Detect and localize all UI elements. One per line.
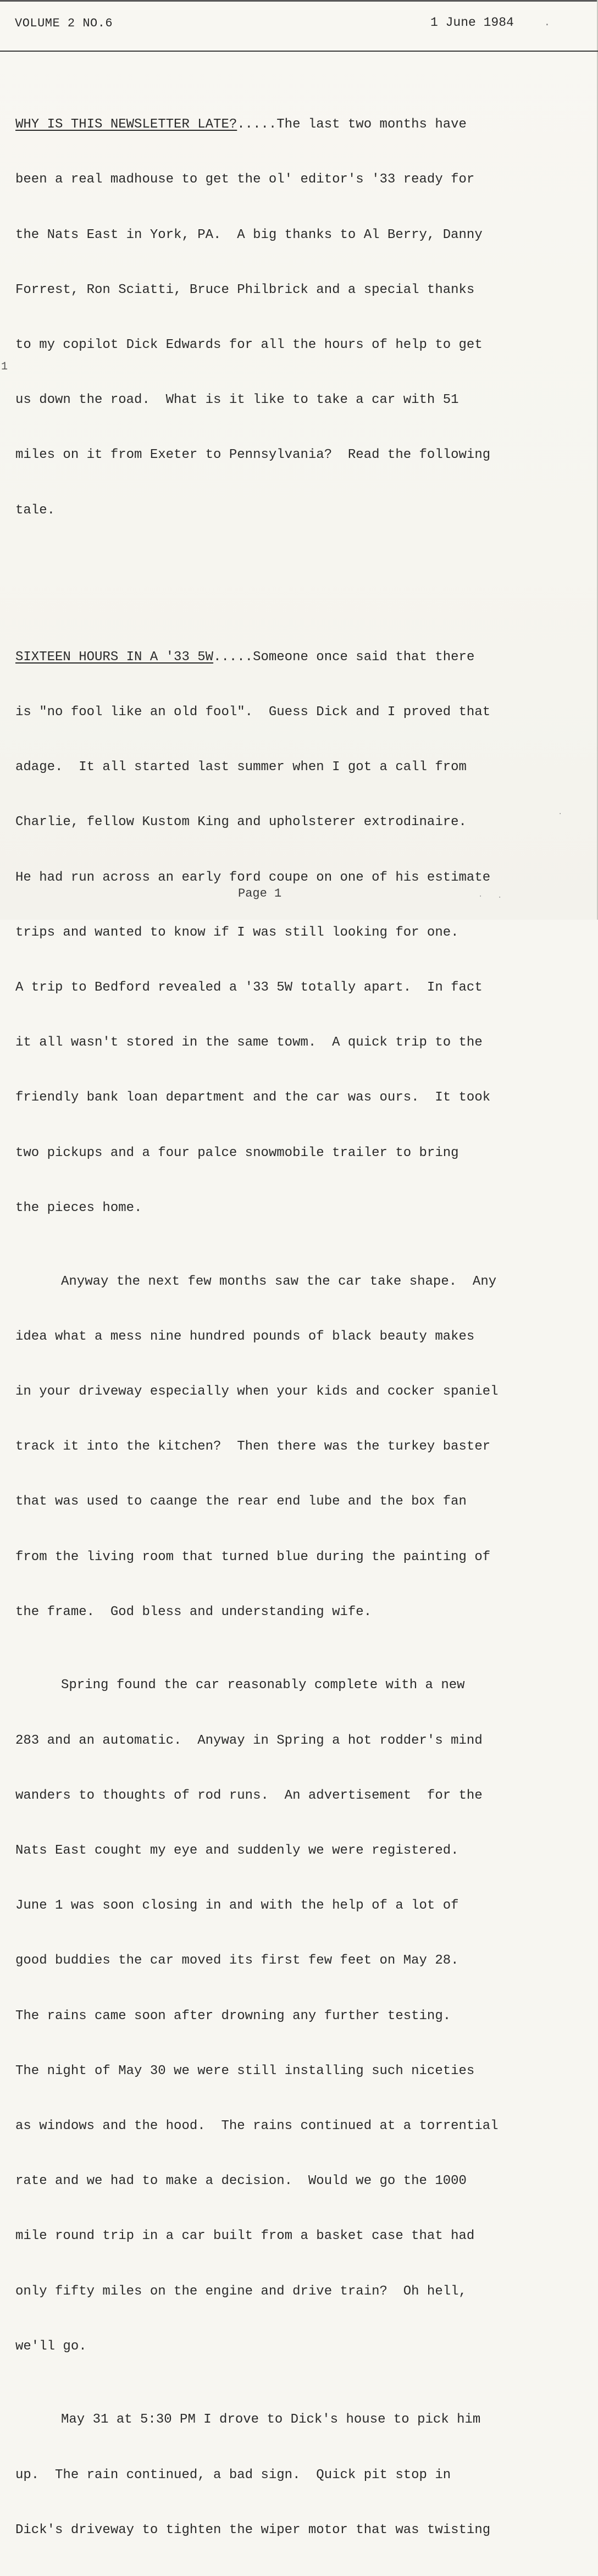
text-line: in your driveway especially when your kids and cocker spaniel bbox=[15, 1384, 499, 1399]
paragraph-first-line: Spring found the car reasonably complete with a new bbox=[61, 1678, 465, 1693]
text-line: The rains came soon after drowning any further testing. bbox=[15, 2008, 451, 2024]
text-line: good buddies the car moved its first few feet on May 28. bbox=[15, 1953, 459, 1969]
text-line: idea what a mess nine hundred pounds of black beauty makes bbox=[15, 1329, 475, 1344]
text-line: it all wasn't stored in the same towm. A quick trip to the bbox=[15, 1035, 483, 1051]
date-trailing-dot: . bbox=[544, 18, 550, 29]
text-line: the Nats East in York, PA. A big thanks to Al Berry, Danny bbox=[15, 227, 483, 242]
text-line: the pieces home. bbox=[15, 1200, 142, 1215]
text-line: as windows and the hood. The rains continued at a torrential bbox=[15, 2118, 499, 2133]
text-line: June 1 was soon closing in and with the help of a lot of bbox=[15, 1898, 459, 1914]
paper-speck: · bbox=[558, 810, 563, 819]
text-line: to my copilot Dick Edwards for all the hours of help to get bbox=[15, 338, 483, 353]
issue-date: 1 June 1984 bbox=[430, 15, 514, 30]
text-line: friendly bank loan department and the car was ours. It took bbox=[15, 1090, 491, 1105]
paper-speck: · bbox=[497, 893, 502, 902]
text-line: trips and wanted to know if I was still looking for one. bbox=[15, 925, 459, 940]
text-line: 283 and an automatic. Anyway in Spring a hot rodder's mind bbox=[15, 1733, 483, 1748]
text-line: track it into the kitchen? Then there was the turkey baster bbox=[15, 1439, 491, 1455]
paper-speck: · bbox=[478, 892, 483, 901]
paragraph-first-line: May 31 at 5:30 PM I drove to Dick's house to pick him bbox=[61, 2412, 481, 2428]
masthead bbox=[0, 0, 598, 52]
text-line: miles on it from Exeter to Pennsylvania? Read the following bbox=[15, 447, 491, 463]
blank-line bbox=[15, 556, 582, 574]
headline-lead-text: .....Someone once said that there bbox=[213, 649, 475, 665]
page-number: Page 1 bbox=[238, 887, 282, 900]
text-line: wanders to thoughts of rod runs. An advertisement for the bbox=[15, 1788, 483, 1803]
text-line: He had run across an early ford coupe on one of his estimate bbox=[15, 870, 491, 885]
text-line: Nats East cought my eye and suddenly we were registered. bbox=[15, 1843, 459, 1858]
article-headline-line bbox=[15, 115, 582, 134]
text-line: up. The rain continued, a bad sign. Quick pit stop in bbox=[15, 2467, 451, 2483]
text-line: Forrest, Ron Sciatti, Bruce Philbrick and a special thanks bbox=[15, 282, 475, 297]
text-line: two pickups and a four palce snowmobile trailer to bring bbox=[15, 1145, 459, 1160]
paragraph-first-line: Anyway the next few months saw the car take shape. Any bbox=[61, 1274, 497, 1289]
text-line: The night of May 30 we were still installing such niceties bbox=[15, 2063, 475, 2079]
text-line: adage. It all started last summer when I got a call from bbox=[15, 760, 467, 775]
text-line: mile round trip in a car built from a basket case that had bbox=[15, 2229, 475, 2244]
text-line: only fifty miles on the engine and drive train? Oh hell, bbox=[15, 2284, 467, 2299]
headline-why-late: WHY IS THIS NEWSLETTER LATE? bbox=[15, 117, 237, 132]
text-line: that was used to caange the rear end lube and the box fan bbox=[15, 1494, 467, 1510]
text-line: from the living room that turned blue during the painting of bbox=[15, 1549, 491, 1565]
article-headline-line bbox=[15, 648, 582, 666]
text-line: Dick's driveway to tighten the wiper motor that was twisting bbox=[15, 2522, 491, 2538]
text-line: the frame. God bless and understanding wife. bbox=[15, 1604, 372, 1619]
newsletter-body bbox=[15, 60, 582, 2576]
headline-lead-text: .....The last two months have bbox=[237, 117, 467, 132]
text-line: been a real madhouse to get the ol' editor's '33 ready for bbox=[15, 172, 475, 187]
text-line: we'll go. bbox=[15, 2339, 87, 2354]
text-line: A trip to Bedford revealed a '33 5W totally apart. In fact bbox=[15, 980, 483, 996]
headline-sixteen-hours: SIXTEEN HOURS IN A '33 5W bbox=[15, 649, 214, 665]
text-line: tale. bbox=[15, 502, 56, 518]
volume-number: VOLUME 2 NO.6 bbox=[15, 16, 113, 30]
text-line: is "no fool like an old fool". Guess Dick and I proved that bbox=[15, 705, 491, 720]
text-line: rate and we had to make a decision. Would we go the 1000 bbox=[15, 2174, 467, 2189]
text-line: us down the road. What is it like to take a car with 51 bbox=[15, 393, 459, 408]
margin-mark: 1 bbox=[1, 361, 8, 373]
text-line: Charlie, fellow Kustom King and upholsterer extrodinaire. bbox=[15, 815, 467, 830]
